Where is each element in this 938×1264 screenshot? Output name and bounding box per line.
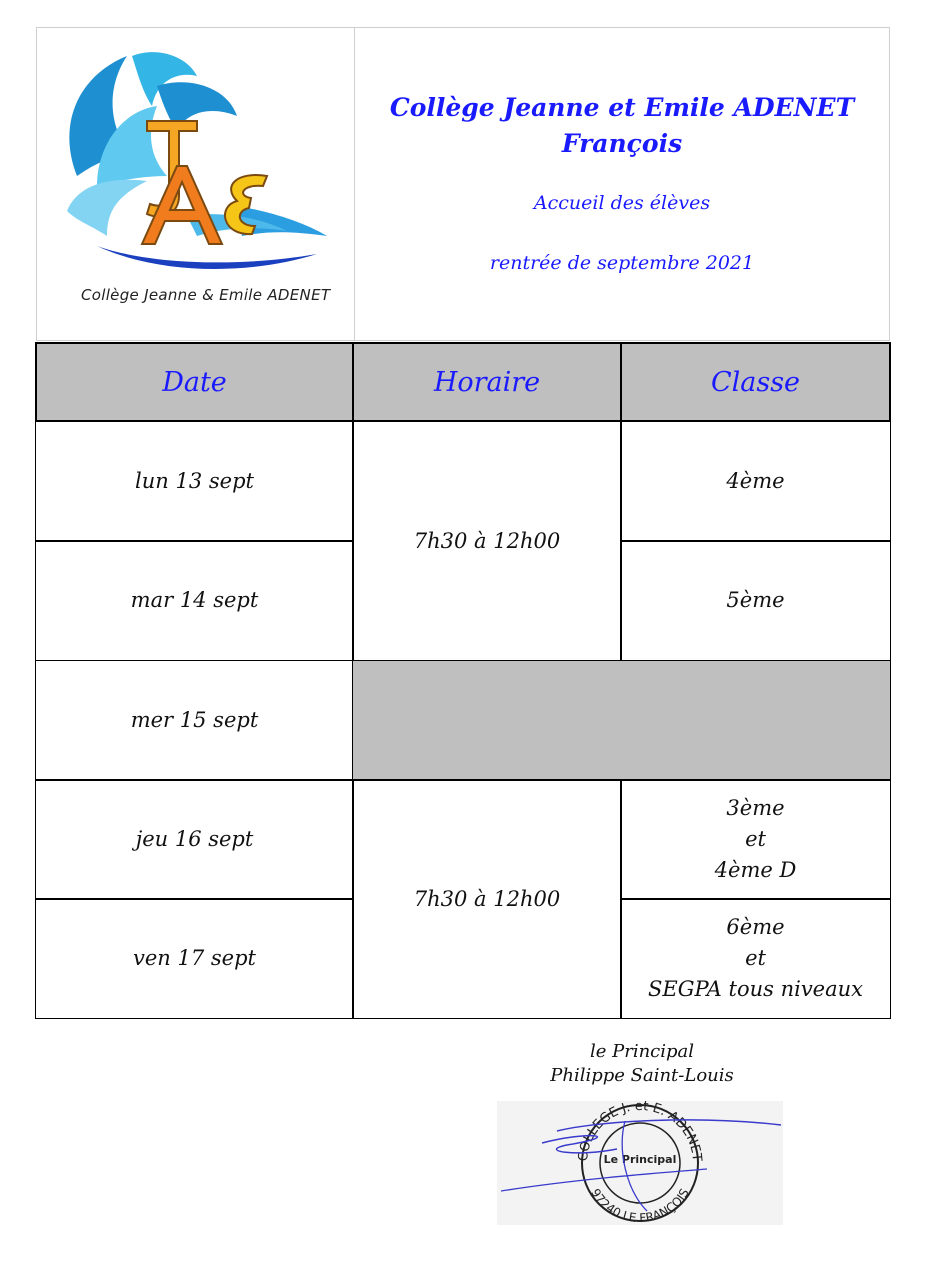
date-cell: mer 15 sept <box>35 660 354 781</box>
horaire-cell: 7h30 à 12h00 <box>352 779 622 1019</box>
stamp-center-text: Le Principal <box>603 1153 677 1166</box>
header-classe: Classe <box>620 342 891 422</box>
class-label: 5ème <box>726 588 785 612</box>
logo-caption: Collège Jeanne & Emile ADENET <box>81 286 331 304</box>
class-conjunction: et <box>745 827 766 851</box>
signature-block <box>497 1040 787 1088</box>
svg-text:97240 LE FRANÇOIS <box>588 1186 692 1225</box>
closed-day-cell <box>352 660 891 781</box>
school-name: Collège Jeanne et Emile ADENET <box>389 93 855 122</box>
header-horaire: Horaire <box>352 342 622 422</box>
stamp-bottom-text: 97240 LE FRANÇOIS <box>588 1186 692 1225</box>
header-date: Date <box>35 342 354 422</box>
period: rentrée de septembre 2021 <box>489 252 755 274</box>
class-conjunction: et <box>745 946 766 970</box>
signer-role: le Principal <box>589 1041 695 1062</box>
class-cell <box>620 540 891 661</box>
town-name: François <box>561 129 683 158</box>
class-label: 3ème <box>726 796 785 820</box>
stamp-top-text: COLLEGE J. et E. ADENET <box>575 1101 705 1163</box>
school-logo <box>37 36 354 286</box>
logo-cell <box>37 28 355 340</box>
class-label: 4ème D <box>714 858 797 882</box>
date-cell: mar 14 sept <box>35 540 354 661</box>
title-cell <box>355 28 889 340</box>
official-stamp <box>497 1101 783 1225</box>
class-cell <box>620 898 891 1019</box>
class-label: 6ème <box>726 915 785 939</box>
class-cell <box>620 779 891 900</box>
subtitle: Accueil des élèves <box>533 192 711 214</box>
horaire-cell: 7h30 à 12h00 <box>352 421 622 661</box>
schedule-table <box>35 342 891 1019</box>
date-cell: lun 13 sept <box>35 421 354 542</box>
class-label: SEGPA tous niveaux <box>647 977 863 1001</box>
class-cell <box>620 421 891 542</box>
stamp-seal <box>497 1101 783 1225</box>
header-box <box>36 27 890 341</box>
date-cell: jeu 16 sept <box>35 779 354 900</box>
signer-name: Philippe Saint-Louis <box>550 1065 734 1086</box>
class-label: 4ème <box>726 469 785 493</box>
date-cell: ven 17 sept <box>35 898 354 1019</box>
